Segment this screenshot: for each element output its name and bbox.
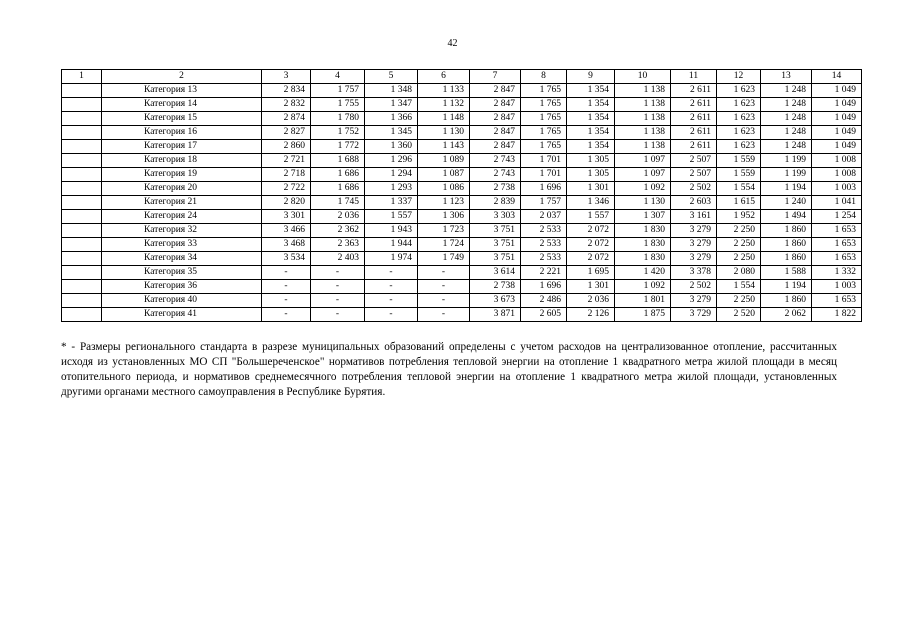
table-cell: 1 049 [812,112,862,126]
column-header: 10 [615,70,671,84]
table-cell: 2 743 [470,168,521,182]
table-cell: 3 378 [671,266,717,280]
table-cell: 1 653 [812,294,862,308]
table-cell: 2 847 [470,98,521,112]
table-cell: 1 943 [365,224,418,238]
table-row [62,140,862,154]
table-cell: 1 138 [615,98,671,112]
table-cell: 2 847 [470,126,521,140]
regional-standard-table [61,69,862,322]
table-cell: - [418,266,470,280]
table-cell: 1 307 [615,210,671,224]
table-cell: 1 615 [717,196,761,210]
table-cell: 1 294 [365,168,418,182]
table-cell: 1 248 [761,112,812,126]
table-cell: 1 138 [615,140,671,154]
table-cell: 1 623 [717,84,761,98]
category-cell: Категория 20 [102,182,262,196]
category-cell: Категория 24 [102,210,262,224]
table-cell: 1 360 [365,140,418,154]
table-cell: 2 611 [671,126,717,140]
table-cell: 1 337 [365,196,418,210]
table-cell: 1 701 [521,168,567,182]
table-cell: 2 520 [717,308,761,322]
table-row [62,84,862,98]
table-cell: 1 293 [365,182,418,196]
table-row [62,168,862,182]
table-cell: 1 749 [418,252,470,266]
table-cell: 1 008 [812,154,862,168]
table-cell: 1 653 [812,252,862,266]
table-cell: 2 827 [262,126,311,140]
table-cell: 1 248 [761,84,812,98]
table-cell: 1 003 [812,182,862,196]
table-cell: 3 871 [470,308,521,322]
table-cell: 1 559 [717,168,761,182]
table-cell: 2 037 [521,210,567,224]
table-cell: - [418,308,470,322]
table-cell: 2 533 [521,238,567,252]
column-header: 5 [365,70,418,84]
table-cell: - [311,280,365,294]
table-cell: 2 820 [262,196,311,210]
table-cell: 2 847 [470,84,521,98]
table-cell: 1 133 [418,84,470,98]
table-cell: 3 751 [470,224,521,238]
table-cell: 1 132 [418,98,470,112]
table-cell [62,168,102,182]
table-cell: 2 126 [567,308,615,322]
table-cell: 2 611 [671,98,717,112]
table-cell: 3 279 [671,224,717,238]
table-cell: 1 701 [521,154,567,168]
table-row [62,98,862,112]
table-cell [62,252,102,266]
table-cell: 1 296 [365,154,418,168]
table-cell: 1 346 [567,196,615,210]
table-body [62,84,862,322]
table-cell: 1 623 [717,112,761,126]
table-cell: 2 605 [521,308,567,322]
table-cell: 1 130 [418,126,470,140]
table-cell: 1 765 [521,98,567,112]
table-cell: 1 092 [615,182,671,196]
table-cell: 1 686 [311,168,365,182]
table-row [62,238,862,252]
table-cell [62,224,102,238]
table-cell: 1 138 [615,84,671,98]
table-header-row [62,70,862,84]
table-cell: 1 354 [567,98,615,112]
table-cell: 1 686 [311,182,365,196]
table-cell: 3 534 [262,252,311,266]
table-cell: - [262,266,311,280]
column-header: 1 [62,70,102,84]
table-cell: 2 743 [470,154,521,168]
table-cell: 1 086 [418,182,470,196]
table-cell: 2 250 [717,238,761,252]
table-cell: - [311,294,365,308]
table-cell: 1 049 [812,126,862,140]
table-cell: 1 765 [521,112,567,126]
table-cell: 1 688 [311,154,365,168]
table-cell: 2 502 [671,280,717,294]
table-row [62,266,862,280]
category-cell: Категория 15 [102,112,262,126]
table-cell: 1 757 [521,196,567,210]
category-cell: Категория 32 [102,224,262,238]
table-cell: 2 874 [262,112,311,126]
table-cell: 1 199 [761,168,812,182]
table-cell: 1 332 [812,266,862,280]
table-cell: 2 611 [671,140,717,154]
table-cell: 1 248 [761,140,812,154]
table-cell: 1 347 [365,98,418,112]
table-row [62,182,862,196]
table-cell: 1 305 [567,154,615,168]
category-cell: Категория 14 [102,98,262,112]
table-cell [62,308,102,322]
table-cell: - [262,280,311,294]
table-cell: 2 738 [470,182,521,196]
table-cell: 1 696 [521,182,567,196]
category-cell: Категория 33 [102,238,262,252]
table-cell: 3 303 [470,210,521,224]
table-cell: 1 559 [717,154,761,168]
table-cell: 1 003 [812,280,862,294]
table-cell: - [262,294,311,308]
table-cell: 1 557 [567,210,615,224]
table-cell: 1 724 [418,238,470,252]
table-cell: 2 036 [567,294,615,308]
table-cell: 2 738 [470,280,521,294]
table-cell: 1 494 [761,210,812,224]
table-cell: 1 049 [812,140,862,154]
table-cell: 2 072 [567,224,615,238]
category-cell: Категория 35 [102,266,262,280]
table-cell: 1 974 [365,252,418,266]
table-cell: 1 248 [761,98,812,112]
column-header: 7 [470,70,521,84]
table-cell: - [418,294,470,308]
table-cell: 2 363 [311,238,365,252]
table-cell: 2 036 [311,210,365,224]
table-row [62,154,862,168]
table-cell: 2 486 [521,294,567,308]
table-cell: 1 008 [812,168,862,182]
table-cell: 2 611 [671,112,717,126]
table-row [62,308,862,322]
column-header: 11 [671,70,717,84]
table-cell: 1 194 [761,280,812,294]
table-cell: 1 123 [418,196,470,210]
table-cell: 1 723 [418,224,470,238]
table-cell: 1 041 [812,196,862,210]
table-cell: 1 138 [615,126,671,140]
table-cell: 1 860 [761,294,812,308]
table-cell: 3 751 [470,252,521,266]
table-cell: 1 755 [311,98,365,112]
table-cell: 2 533 [521,224,567,238]
table-cell: 2 847 [470,112,521,126]
table-cell: 1 765 [521,126,567,140]
table-cell: 3 161 [671,210,717,224]
table-row [62,252,862,266]
table-cell: 1 801 [615,294,671,308]
table-cell [62,280,102,294]
table-cell [62,266,102,280]
table-cell: 2 721 [262,154,311,168]
table-cell: 1 087 [418,168,470,182]
category-cell: Категория 13 [102,84,262,98]
table-cell: - [311,266,365,280]
table-cell: - [365,280,418,294]
table-cell: 1 354 [567,84,615,98]
table-cell: 2 611 [671,84,717,98]
table-cell: 2 502 [671,182,717,196]
category-cell: Категория 18 [102,154,262,168]
table-cell: 3 729 [671,308,717,322]
column-header: 9 [567,70,615,84]
table-cell: 1 944 [365,238,418,252]
footnote: * - Размеры регионального стандарта в разрезе муниципальных образований определены с учетом расходов на централизованное отопление, рассчитанных исходя из установленных МО СП "Большереченское" нормативов потребления тепловой энергии на отопление 1 квадратного метра жилой площади в месяц отопительного периода, и нормативов среднемесячного потребления тепловой энергии на отопление 1 квадратного метра жилой площади, установленных другими органами местного самоуправления в Республике Бурятия. [61,341,837,398]
table-cell: 2 507 [671,168,717,182]
table-cell: 1 097 [615,168,671,182]
table-cell: 1 588 [761,266,812,280]
table-cell [62,126,102,140]
table-cell: 3 468 [262,238,311,252]
table-cell: 1 049 [812,98,862,112]
category-cell: Категория 41 [102,308,262,322]
table-cell: 1 199 [761,154,812,168]
table-cell: 1 860 [761,238,812,252]
table-row [62,126,862,140]
table-cell: 1 240 [761,196,812,210]
column-header: 2 [102,70,262,84]
table-cell: - [365,294,418,308]
table-cell: 2 860 [262,140,311,154]
table-cell: 1 860 [761,224,812,238]
table-cell: 1 695 [567,266,615,280]
table-cell: 1 830 [615,238,671,252]
table-cell: 1 822 [812,308,862,322]
column-header: 13 [761,70,812,84]
table-cell [62,210,102,224]
table-cell: 1 089 [418,154,470,168]
table-cell [62,182,102,196]
table-cell: 1 557 [365,210,418,224]
table-cell: 2 062 [761,308,812,322]
table-cell: 3 279 [671,294,717,308]
table-row [62,294,862,308]
table-cell: 1 354 [567,112,615,126]
table-cell: 3 751 [470,238,521,252]
table-cell: 2 250 [717,224,761,238]
table-cell: - [262,308,311,322]
category-cell: Категория 34 [102,252,262,266]
table-cell: 1 305 [567,168,615,182]
table-cell: 1 143 [418,140,470,154]
table-cell: 1 765 [521,140,567,154]
table-cell: 1 354 [567,126,615,140]
table-cell: 1 623 [717,140,761,154]
table-cell: - [365,266,418,280]
table-cell: 1 138 [615,112,671,126]
table-cell: 2 507 [671,154,717,168]
table-cell: - [365,308,418,322]
table-cell: - [418,280,470,294]
table-cell: 2 832 [262,98,311,112]
table-cell: 1 420 [615,266,671,280]
table-cell: 1 097 [615,154,671,168]
table-cell [62,112,102,126]
table-cell: 1 653 [812,224,862,238]
table-cell: 1 301 [567,182,615,196]
table-cell: 1 130 [615,196,671,210]
table-cell: 1 745 [311,196,365,210]
table-cell: 1 772 [311,140,365,154]
table-cell: 1 952 [717,210,761,224]
table-cell: 1 623 [717,98,761,112]
table-cell [62,140,102,154]
table-row [62,112,862,126]
table-cell: 1 780 [311,112,365,126]
table-cell: 1 875 [615,308,671,322]
table-cell: 3 279 [671,252,717,266]
table-cell: 2 718 [262,168,311,182]
table-cell [62,84,102,98]
table-cell [62,196,102,210]
table-cell: 1 354 [567,140,615,154]
table-cell: 2 847 [470,140,521,154]
table-cell [62,98,102,112]
table-cell: 2 221 [521,266,567,280]
table-cell: - [311,308,365,322]
table-cell: 3 614 [470,266,521,280]
table-cell: 2 839 [470,196,521,210]
table-cell: 1 752 [311,126,365,140]
table-cell: 1 757 [311,84,365,98]
table-cell: 1 765 [521,84,567,98]
table-cell: 3 673 [470,294,521,308]
category-cell: Категория 36 [102,280,262,294]
table-cell: 1 554 [717,182,761,196]
table-cell: 1 366 [365,112,418,126]
page-number: 42 [447,38,458,49]
table-cell: 3 279 [671,238,717,252]
table-cell: 1 092 [615,280,671,294]
table-cell: 2 834 [262,84,311,98]
category-cell: Категория 17 [102,140,262,154]
table-cell: 1 254 [812,210,862,224]
table-cell [62,238,102,252]
table-cell: 1 148 [418,112,470,126]
column-header: 4 [311,70,365,84]
table-row [62,210,862,224]
table-cell: 1 301 [567,280,615,294]
table-cell: 1 345 [365,126,418,140]
table-cell: 1 306 [418,210,470,224]
table-cell: 1 653 [812,238,862,252]
table-cell: 1 554 [717,280,761,294]
table-cell: 1 623 [717,126,761,140]
table-cell: 1 194 [761,182,812,196]
table-row [62,196,862,210]
table-cell: 1 049 [812,84,862,98]
table-cell: 2 362 [311,224,365,238]
column-header: 12 [717,70,761,84]
table-cell: 2 072 [567,238,615,252]
table-cell: 2 603 [671,196,717,210]
column-header: 14 [812,70,862,84]
table-cell: 2 080 [717,266,761,280]
table-row [62,280,862,294]
table-cell: 3 466 [262,224,311,238]
category-cell: Категория 19 [102,168,262,182]
table-cell: 1 860 [761,252,812,266]
table-cell: 1 248 [761,126,812,140]
table-cell: 2 072 [567,252,615,266]
table-cell: 1 348 [365,84,418,98]
column-header: 8 [521,70,567,84]
table-cell: 2 250 [717,294,761,308]
table-cell: 1 696 [521,280,567,294]
table-cell [62,294,102,308]
category-cell: Категория 16 [102,126,262,140]
table-row [62,224,862,238]
table-cell: 2 403 [311,252,365,266]
table-cell: 2 533 [521,252,567,266]
table-cell: 2 722 [262,182,311,196]
category-cell: Категория 40 [102,294,262,308]
table-cell: 2 250 [717,252,761,266]
table-cell: 3 301 [262,210,311,224]
table-cell: 1 830 [615,224,671,238]
category-cell: Категория 21 [102,196,262,210]
table-cell: 1 830 [615,252,671,266]
table-cell [62,154,102,168]
column-header: 3 [262,70,311,84]
column-header: 6 [418,70,470,84]
